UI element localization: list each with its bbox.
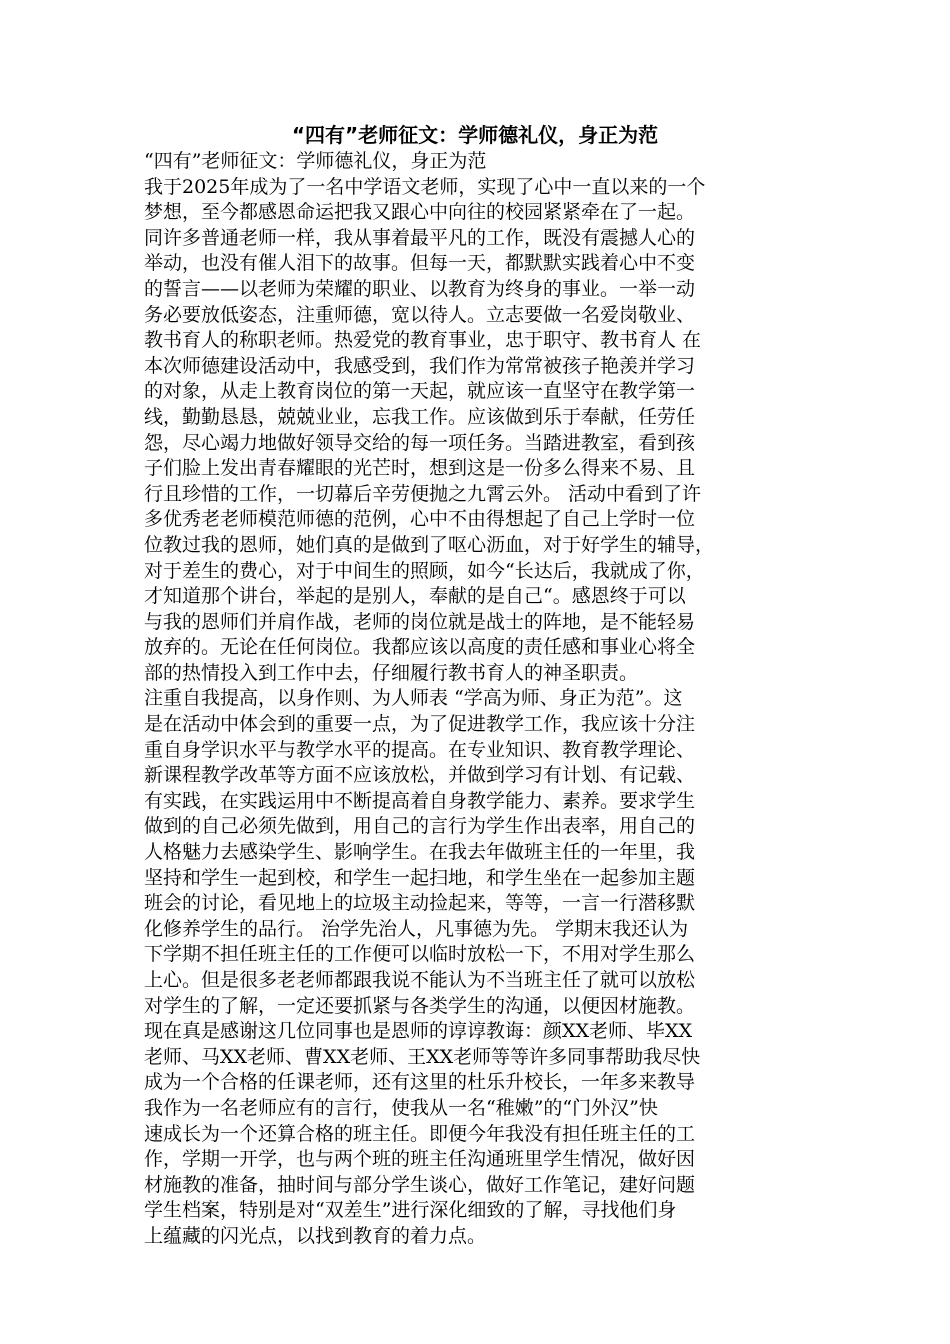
body-line: 举动，也没有催人泪下的故事。但每一天，都默默实践着心中不变 [144, 252, 696, 275]
body-line: 本次师德建设活动中，我感受到，我们作为常常被孩子艳羡并学习 [144, 354, 696, 377]
body-line: 作，学期一开学，也与两个班的班主任沟通班里学生情况，做好因 [144, 1148, 696, 1171]
body-line: 线，勤勤恳恳，兢兢业业，忘我工作。应该做到乐于奉献，任劳任 [144, 405, 696, 428]
body-line: 现在真是感谢这几位同事也是恩师的谆谆教诲：颜XX老师、毕XX [144, 1020, 693, 1043]
body-line: 部的热情投入到工作中去，仔细履行教书育人的神圣职责。 [144, 661, 639, 684]
body-line: 学生档案，特别是对“双差生”进行深化细致的了解，寻找他们身 [144, 1199, 677, 1222]
body-line: 放弃的。无论在任何岗位。我都应该以高度的责任感和事业心将全 [144, 636, 696, 659]
body-line: 上心。但是很多老老师都跟我说不能认为不当班主任了就可以放松 [144, 969, 696, 991]
body-line: 的誓言——以老师为荣耀的职业、以教育为终身的事业。一举一动 [144, 277, 696, 300]
body-line: 是在活动中体会到的重要一点，为了促进教学工作，我应该十分注 [144, 713, 696, 736]
document-title: “四有”老师征文：学师德礼仪，身正为范 [291, 123, 659, 147]
body-line: 与我的恩师们并肩作战，老师的岗位就是战士的阵地，是不能轻易 [144, 610, 696, 633]
body-line: 老师、马XX老师、曹XX老师、王XX老师等等许多同事帮助我尽快 [144, 1045, 701, 1068]
body-line: 材施教的准备，抽时间与部分学生谈心，做好工作笔记，建好问题 [144, 1173, 696, 1196]
body-line: “四有”老师征文：学师德礼仪，身正为范 [144, 150, 487, 172]
body-line: 班会的讨论，看见地上的垃圾主动捡起来，等等，一言一行潜移默 [144, 892, 696, 915]
body-line: 上蕴藏的闪光点，以找到教育的着力点。 [144, 1224, 487, 1247]
body-line: 行且珍惜的工作，一切幕后辛劳便抛之九霄云外。 活动中看到了许 [144, 482, 702, 505]
body-line: 同许多普通老师一样，我从事着最平凡的工作，既没有震撼人心的 [144, 226, 696, 249]
body-line: 梦想，至今都感恩命运把我又跟心中向往的校园紧紧牵在了一起。 [144, 201, 696, 224]
document-body [144, 149, 806, 1250]
body-line: 下学期不担任班主任的工作便可以临时放松一下，不用对学生那么 [144, 943, 696, 966]
body-line: 对学生的了解，一定还要抓紧与各类学生的沟通，以便因材施教。 [144, 994, 696, 1017]
body-line: 怨，尽心竭力地做好领导交给的每一项任务。当踏进教室，看到孩 [144, 431, 696, 454]
body-line: 注重自我提高，以身作则、为人师表 “学高为师、身正为范”。这 [144, 687, 683, 710]
body-line: 位教过我的恩师，她们真的是做到了呕心沥血，对于好学生的辅导， [144, 533, 715, 556]
body-line: 人格魅力去感染学生、影响学生。在我去年做班主任的一年里，我 [144, 841, 696, 864]
body-line: 做到的自己必须先做到，用自己的言行为学生作出表率，用自己的 [144, 815, 696, 838]
body-line: 有实践，在实践运用中不断提高着自身教学能力、素养。要求学生 [144, 789, 696, 812]
body-line: 的对象，从走上教育岗位的第一天起，就应该一直坚守在教学第一 [144, 380, 696, 403]
body-line: 重自身学识水平与教学水平的提高。在专业知识、教育教学理论、 [144, 738, 696, 761]
body-line: 多优秀老老师模范师德的范例，心中不由得想起了自己上学时一位 [144, 508, 696, 531]
body-line: 化修养学生的品行。 治学先治人，凡事德为先。 学期末我还认为 [144, 917, 689, 940]
body-line: 对于差生的费心，对于中间生的照顾，如今“长达后，我就成了你， [144, 559, 705, 582]
body-line: 速成长为一个还算合格的班主任。即便今年我没有担任班主任的工 [144, 1122, 696, 1145]
body-line: 坚持和学生一起到校，和学生一起扫地，和学生坐在一起参加主题 [144, 866, 696, 889]
body-line: 务必要放低姿态，注重师德，宽以待人。立志要做一名爱岗敬业、 [144, 303, 696, 326]
body-line: 成为一个合格的任课老师，还有这里的杜乐升校长，一年多来教导 [144, 1071, 696, 1094]
body-line: 子们脸上发出青春耀眼的光芒时，想到这是一份多么得来不易、且 [144, 457, 696, 480]
body-line: 教书育人的称职老师。热爱党的教育事业，忠于职守、教书育人 在 [144, 329, 702, 352]
body-line: 才知道那个讲台，举起的是别人，奉献的是自己“。感恩终于可以 [144, 585, 686, 608]
body-line: 我作为一名老师应有的言行，使我从一名“稚嫩”的“门外汉”快 [144, 1096, 658, 1119]
body-line: 我于2025年成为了一名中学语文老师，实现了心中一直以来的一个 [144, 175, 706, 198]
body-line: 新课程教学改革等方面不应该放松，并做到学习有计划、有记载、 [144, 764, 696, 787]
